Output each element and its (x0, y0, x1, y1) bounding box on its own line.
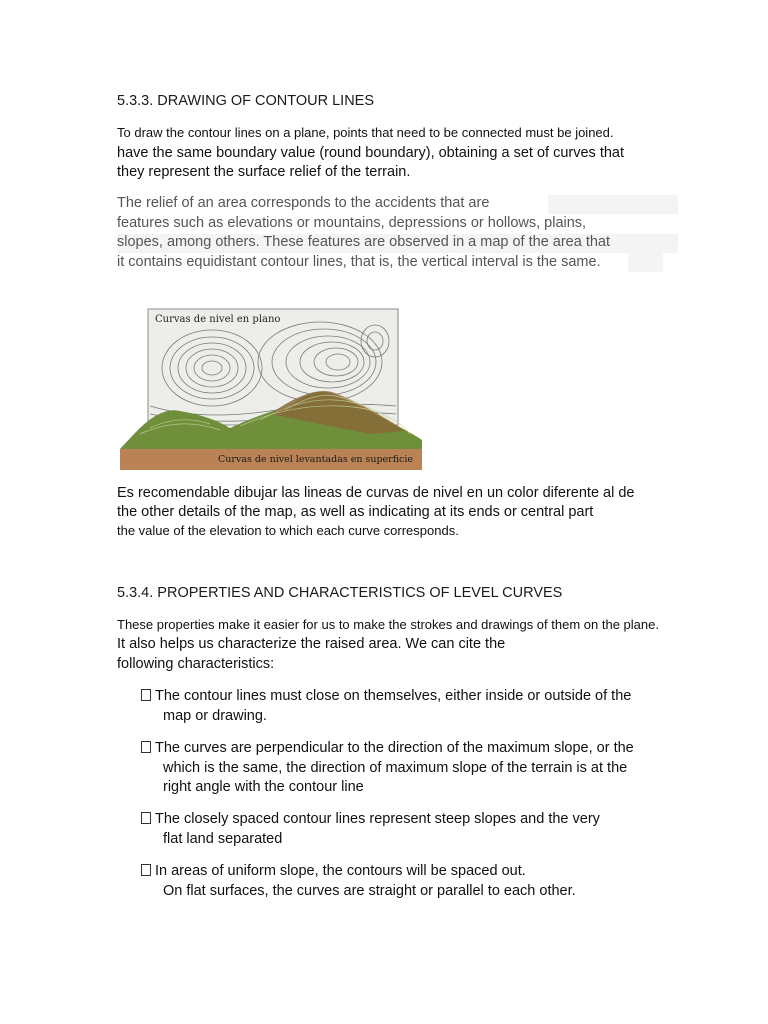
bullet-continuation: which is the same, the direction of maximum slope of the terrain is at the (163, 760, 628, 776)
paragraph-line: they represent the surface relief of the terrain. (117, 164, 411, 180)
highlight-shade (628, 253, 663, 272)
paragraph-line: the other details of the map, as well as indicating at its ends or central part (117, 504, 594, 520)
paragraph-line: slopes, among others. These features are observed in a map of the area that (117, 234, 611, 250)
paragraph-line: have the same boundary value (round boundary), obtaining a set of curves that (117, 145, 625, 161)
bullet-continuation: map or drawing. (163, 708, 267, 724)
justified-line (117, 195, 545, 211)
bullet-item (141, 811, 600, 827)
paragraph-line: it contains equidistant contour lines, that is, the vertical interval is the same. (117, 254, 601, 270)
paragraph-line (117, 195, 545, 211)
bullet-item (141, 740, 634, 756)
bullet-continuation: On flat surfaces, the curves are straight or parallel to each other. (163, 883, 576, 899)
bullet-text: The closely spaced contour lines represent steep slopes and the very (155, 811, 600, 827)
paragraph-line: the value of the elevation to which each curve corresponds. (117, 523, 459, 538)
figure-top-label: Curvas de nivel en plano (155, 314, 281, 325)
paragraph-line: These properties make it easier for us to make the strokes and drawings of them on the plane. (117, 617, 659, 632)
paragraph-line: To draw the contour lines on a plane, points that need to be connected must be joined. (117, 125, 614, 140)
bullet-icon (141, 864, 151, 876)
bullet-continuation: flat land separated (163, 831, 283, 847)
highlight-shade (548, 195, 678, 214)
figure-bottom-label: Curvas de nivel levantadas en superficie (218, 454, 414, 465)
paragraph-line: features such as elevations or mountains, depressions or hollows, plains, (117, 215, 587, 231)
bullet-item (141, 863, 526, 879)
paragraph-line: It also helps us characterize the raised area. We can cite the (117, 636, 506, 652)
bullet-icon (141, 812, 151, 824)
contour-lines-figure (120, 306, 422, 470)
section-heading-533: 5.3.3. DRAWING OF CONTOUR LINES (117, 93, 375, 109)
paragraph-text: The relief of an area corresponds to the accidents that are (117, 195, 490, 211)
bullet-icon (141, 741, 151, 753)
bullet-item (141, 688, 631, 704)
bullet-text: The curves are perpendicular to the direction of the maximum slope, or the (155, 740, 634, 756)
paragraph-line: Es recomendable dibujar las lineas de curvas de nivel en un color diferente al de (117, 485, 635, 501)
contour-illustration (120, 306, 422, 470)
paragraph-line: following characteristics: (117, 656, 275, 672)
bullet-text: In areas of uniform slope, the contours will be spaced out. (155, 863, 526, 879)
section-heading-534: 5.3.4. PROPERTIES AND CHARACTERISTICS OF LEVEL CURVES (117, 585, 563, 601)
bullet-icon (141, 689, 151, 701)
bullet-text: The contour lines must close on themselves, either inside or outside of the (155, 688, 632, 704)
bullet-continuation: right angle with the contour line (163, 779, 364, 795)
